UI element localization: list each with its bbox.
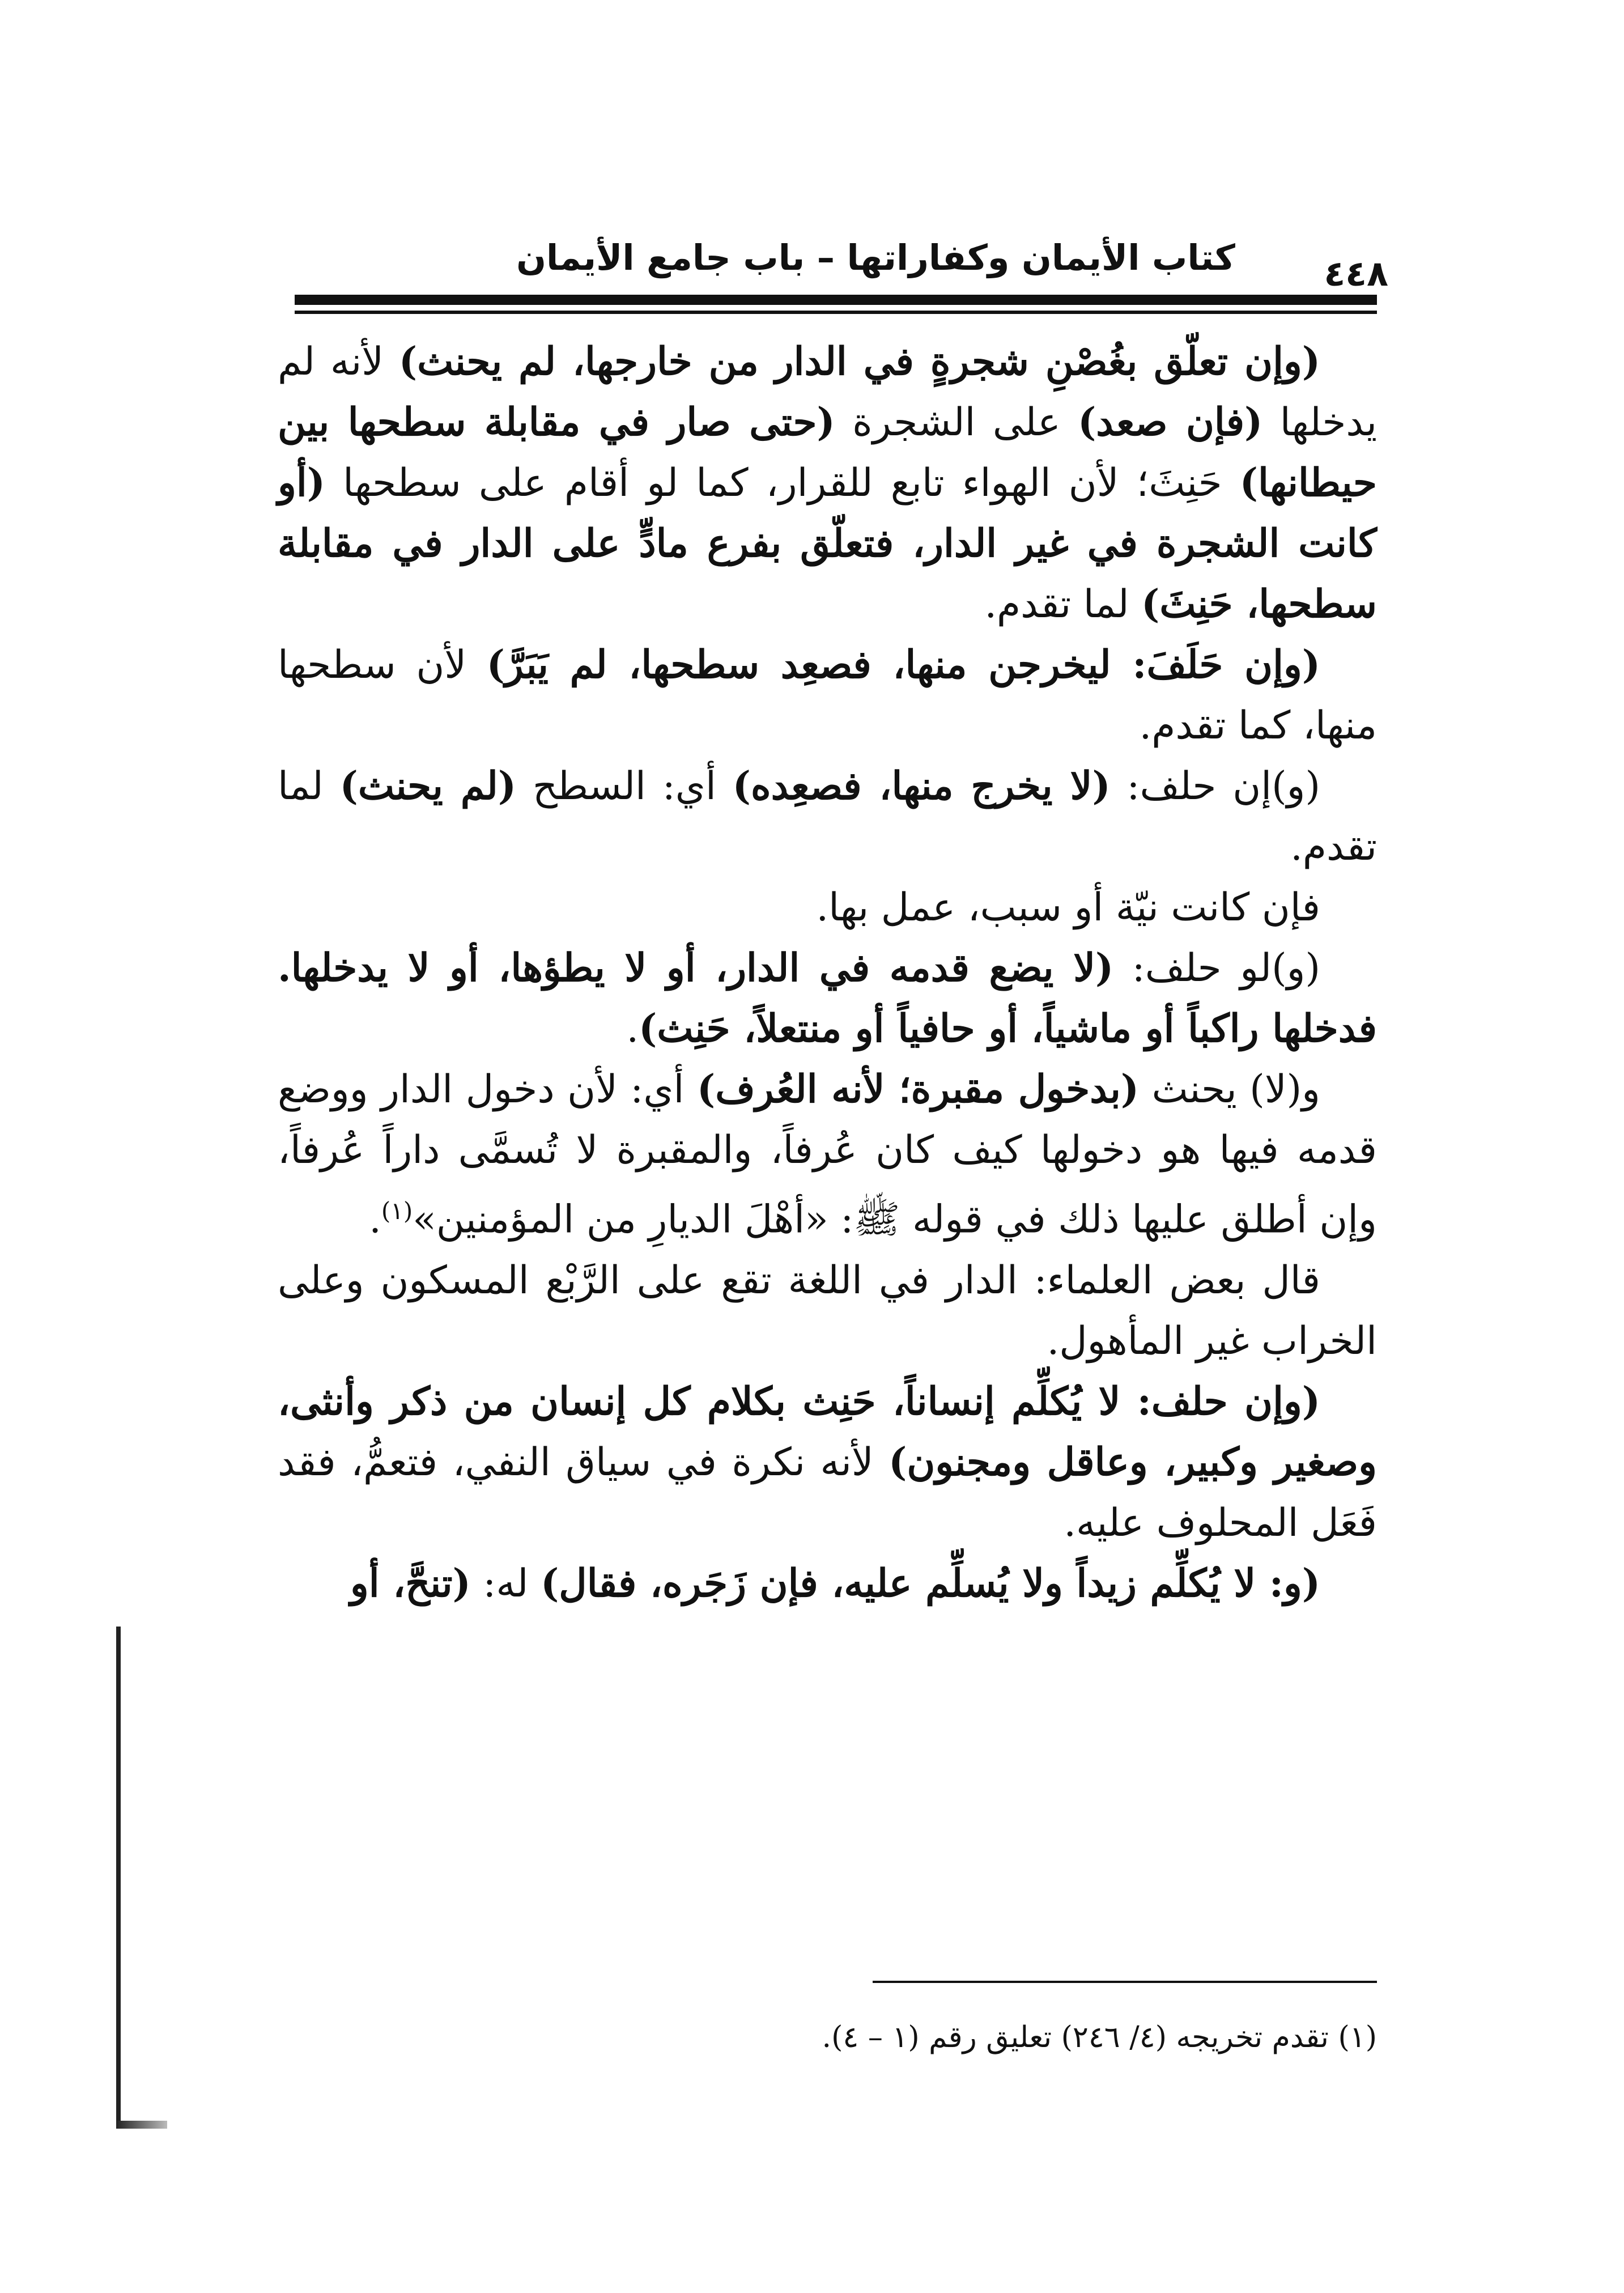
running-header: [283, 232, 1388, 300]
text-segment: أي: السطح: [516, 764, 733, 809]
text-segment: على الشجرة: [835, 400, 1078, 445]
text-segment: .: [369, 1197, 381, 1242]
footnote-rule: [873, 1981, 1377, 1983]
page-number: ٤٤٨: [1324, 253, 1388, 294]
paragraph: [278, 1250, 1377, 1371]
text-segment: (وإن حَلَفَ: ليخرجن منها، فصعِد سطحها، لم يَبَرَّ): [486, 642, 1320, 687]
text-segment: (لا يضع قدمه في الدار، أو لا يطؤها، أو لا يدخلها. فدخلها راكباً أو ماشياً، أو حافياً أو منتعلاً، حَنِث): [278, 945, 1377, 1051]
paragraph: [278, 1553, 1377, 1614]
text-segment: لأنه لم يدخلها: [278, 339, 1378, 445]
paragraph: [278, 332, 1377, 635]
text-segment: لما تقدم.: [984, 582, 1142, 627]
text-segment: (بدخول مقبرة؛ لأنه العُرف): [697, 1067, 1140, 1112]
text-segment: (وإن حلف: لا يُكلِّم إنساناً، حَنِث بكلام كل إنسان من ذكر وأنثى، وصغير وكبير، وعاقل ومجنون): [278, 1378, 1377, 1485]
text-segment: (تنحَّ، أو: [350, 1560, 471, 1606]
text-segment: (و: لا يُكلِّم زيداً ولا يُسلِّم عليه، فإن زَجَره، فقال): [541, 1560, 1320, 1606]
chapter-title: كتاب الأيمان وكفاراتها – باب جامع الأيمان: [516, 237, 1235, 278]
text-segment: له:: [470, 1561, 541, 1606]
paragraph: [278, 1059, 1377, 1250]
text-segment: (لم يحنث): [339, 763, 517, 809]
text-segment: لما تقدم.: [278, 764, 1377, 869]
paragraph: [278, 635, 1377, 756]
text-segment: لأنه نكرة في سياق النفي، فتعمُّ، فقد فَعَل المحلوف عليه.: [278, 1440, 1377, 1545]
scan-edge-line: [116, 1627, 121, 2125]
paragraph: [278, 938, 1377, 1059]
scan-edge-foot: [116, 2121, 167, 2129]
text-segment: (و)إن حلف:: [1110, 764, 1321, 809]
text-segment: أي: لأن دخول الدار ووضع قدمه فيها هو دخولها كيف كان عُرفاً، والمقبرة لا تُسمَّى داراً عُرفاً، وإن أطلق عليها ذلك في قوله ﷺ: «أهْلَ الديارِ من المؤمنين»: [278, 1067, 1377, 1242]
text-segment: قال بعض العلماء: الدار في اللغة تقع على الرَّبْع المسكون وعلى الخراب غير المأهول.: [278, 1258, 1377, 1364]
header-rule-thin: [295, 311, 1377, 314]
header-rule: [295, 295, 1377, 305]
text-segment: فإن كانت نيّة أو سبب، عمل بها.: [816, 885, 1320, 930]
text-segment: و(لا) يحنث: [1139, 1067, 1320, 1112]
text-segment: .: [626, 1007, 639, 1051]
footnote-ref: (١): [381, 1197, 413, 1225]
paragraph: [278, 756, 1377, 877]
paragraph: [278, 1371, 1377, 1553]
text-segment: (حتى صار في مقابلة سطحها بين حيطانها): [278, 400, 1377, 506]
text-segment: (فإن صعد): [1078, 400, 1263, 445]
footnote: (١) تقدم تخريجه (٤/ ٢٤٦) تعليق رقم (١ – ٤).: [822, 2020, 1377, 2054]
text-segment: لأن سطحها منها، كما تقدم.: [278, 643, 1377, 748]
text-segment: حَنِثَ؛ لأن الهواء تابع للقرار، كما لو أقام على سطحها: [325, 461, 1240, 506]
text-segment: (وإن تعلّق بغُصْنِ شجرةٍ في الدار من خارجها، لم يحنث): [398, 339, 1320, 384]
paragraph: [278, 877, 1377, 938]
body-text: [278, 332, 1377, 1958]
text-segment: (و)لو حلف:: [1113, 946, 1321, 991]
text-segment: (أو كانت الشجرة في غير الدار، فتعلّق بفرع مادٍّ على الدار في مقابلة سطحها، حَنِثَ): [278, 460, 1378, 627]
text-segment: (لا يخرج منها، فصعِده): [732, 763, 1111, 809]
